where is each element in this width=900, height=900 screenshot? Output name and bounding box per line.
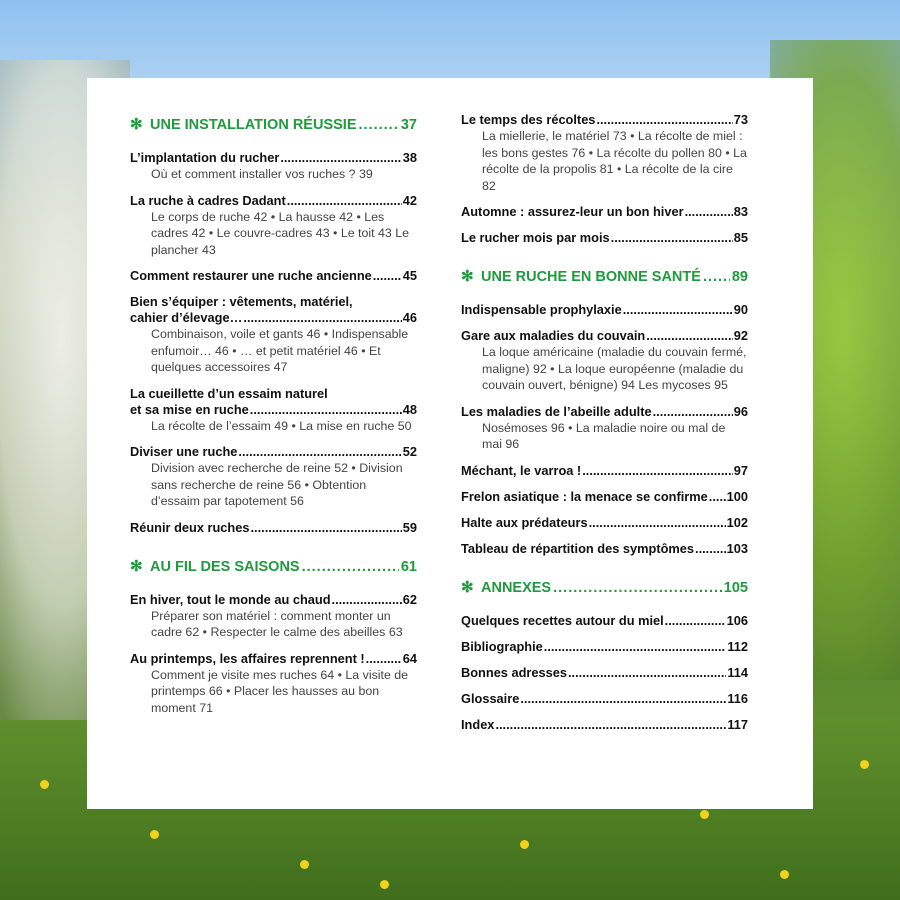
entry-heading <box>461 328 748 344</box>
dot-leader <box>582 463 733 479</box>
toc-entry <box>461 639 748 655</box>
entry-title: Le temps des récoltes <box>461 112 596 127</box>
dot-leader <box>703 268 730 286</box>
entry-heading <box>461 639 748 655</box>
dot-leader <box>623 302 733 318</box>
entry-heading <box>461 515 748 531</box>
toc-entry <box>130 150 417 183</box>
entry-title: Gare aux maladies du couvain <box>461 328 646 343</box>
entry-subtopics: Combinaison, voile et gants 46 • Indispensable enfumoir… 46 • … et petit matériel 46 • Et quelques accessoires 47 <box>151 327 409 374</box>
toc-entry <box>130 592 417 641</box>
entry-heading <box>130 402 417 418</box>
entry-subtopics: La miellerie, le matériel 73 • La récolte de miel : les bons gestes 76 • La récolte du pollen 80 • La récolte de la propolis 81 • La récolte de la cire 82 <box>482 129 747 193</box>
dot-leader <box>520 691 726 707</box>
entry-subtopics: Préparer son matériel : comment monter un cadre 62 • Respecter le calme des abeilles 63 <box>151 608 403 639</box>
section-heading <box>461 579 748 597</box>
dot-leader <box>553 579 722 597</box>
entry-title: Automne : assurez-leur un bon hiver <box>461 204 684 219</box>
entry-heading <box>461 112 748 128</box>
entry-heading <box>130 150 417 166</box>
toc-entry <box>461 613 748 629</box>
toc-entry <box>461 691 748 707</box>
entry-heading <box>461 665 748 681</box>
entry-page: 59 <box>402 519 417 535</box>
entry-page: 45 <box>402 268 417 283</box>
toc-entry <box>130 193 417 259</box>
dot-leader <box>302 558 399 576</box>
entry-subtopics: Nosémoses 96 • La maladie noire ou mal de mai 96 <box>482 420 726 451</box>
dot-leader <box>646 328 733 344</box>
entry-heading <box>130 592 417 608</box>
dot-leader <box>243 310 401 326</box>
toc-column-left <box>130 112 417 726</box>
entry-page: 52 <box>402 444 417 459</box>
toc-entry <box>461 665 748 681</box>
entry-page: 48 <box>402 401 417 417</box>
dot-leader <box>685 204 733 220</box>
dot-leader <box>287 193 402 209</box>
toc-entry <box>461 328 748 394</box>
entry-title: Bibliographie <box>461 638 543 654</box>
toc-entry <box>461 112 748 194</box>
entry-subtopics: La récolte de l’essaim 49 • La mise en ruche 50 <box>151 418 412 433</box>
asterisk-icon: ✻ <box>130 116 143 133</box>
entry-title: Réunir deux ruches <box>130 519 250 535</box>
dot-leader <box>280 150 401 166</box>
entry-title: Diviser une ruche <box>130 444 238 459</box>
toc-entry <box>130 651 417 717</box>
entry-title: L’implantation du rucher <box>130 150 280 165</box>
entry-heading <box>130 310 417 326</box>
entry-heading <box>461 204 748 220</box>
toc-entry <box>461 541 748 557</box>
dot-leader <box>589 515 726 531</box>
dot-leader <box>709 489 726 505</box>
entry-subtopics: Où et comment installer vos ruches ? 39 <box>151 167 373 181</box>
asterisk-icon: ✻ <box>130 557 143 575</box>
entry-title: et sa mise en ruche <box>130 401 249 417</box>
entry-heading <box>461 613 748 629</box>
section-page: 105 <box>723 579 748 596</box>
entry-page: 92 <box>733 328 748 343</box>
section-title: ANNEXES <box>481 579 552 596</box>
entry-title: Bonnes adresses <box>461 664 567 680</box>
section-page: 89 <box>731 269 748 285</box>
entry-page: 116 <box>727 690 748 706</box>
entry-title: Halte aux prédateurs <box>461 514 588 530</box>
toc-entry <box>130 444 417 510</box>
toc-entry <box>461 404 748 453</box>
dot-leader <box>596 112 732 128</box>
entry-title: Tableau de répartition des symptômes <box>461 540 695 556</box>
entry-title: Comment restaurer une ruche ancienne <box>130 268 372 283</box>
entry-page: 64 <box>402 650 417 666</box>
dot-leader <box>665 613 726 629</box>
entry-heading <box>130 193 417 209</box>
entry-title: En hiver, tout le monde au chaud <box>130 591 331 607</box>
dot-leader <box>250 520 401 536</box>
section-heading <box>461 268 748 286</box>
entry-title: Au printemps, les affaires reprennent ! <box>130 650 365 666</box>
section-heading <box>130 558 417 576</box>
entry-page: 102 <box>726 514 748 530</box>
entry-subtopics: Division avec recherche de reine 52 • Division sans recherche de reine 56 • Obtention d’essaim par tapotement 56 <box>151 461 403 508</box>
toc-entry <box>461 204 748 220</box>
dot-leader <box>250 402 402 418</box>
entry-heading <box>461 541 748 557</box>
entry-page: 83 <box>733 204 748 219</box>
section-heading <box>130 116 417 134</box>
dot-leader <box>611 230 733 246</box>
entry-page: 106 <box>726 612 748 628</box>
section-title: UNE RUCHE EN BONNE SANTÉ <box>481 269 701 285</box>
toc-entry <box>461 515 748 531</box>
entry-subtopics: Le corps de ruche 42 • La hausse 42 • Les cadres 42 • Le couvre-cadres 43 • Le toit 43 Le plancher 43 <box>151 209 410 257</box>
toc-entry <box>130 294 417 376</box>
entry-page: 73 <box>733 112 748 127</box>
entry-heading <box>461 463 748 479</box>
entry-heading <box>461 404 748 420</box>
dot-leader <box>653 404 733 420</box>
section-page: 37 <box>400 117 417 133</box>
dot-leader <box>359 116 399 134</box>
entry-heading <box>130 520 417 536</box>
dot-leader <box>495 717 726 733</box>
entry-title: Le rucher mois par mois <box>461 230 610 245</box>
entry-heading <box>130 444 417 460</box>
entry-title-line: Bien s’équiper : vêtements, matériel, <box>130 294 353 309</box>
entry-subtopics: La loque américaine (maladie du couvain fermé, maligne) 92 • La loque européenne (maladie du couvain ouvert, bénigne) 94 Les mycoses 95 <box>482 345 747 392</box>
toc-entry <box>461 230 748 246</box>
section-title: UNE INSTALLATION RÉUSSIE <box>150 117 357 133</box>
entry-page: 42 <box>402 192 417 208</box>
entry-heading <box>130 651 417 667</box>
entry-page: 62 <box>402 591 417 607</box>
entry-page: 96 <box>733 403 748 419</box>
entry-title: Quelques recettes autour du miel <box>461 612 664 628</box>
entry-heading <box>461 717 748 733</box>
entry-heading <box>461 489 748 505</box>
entry-subtopics: Comment je visite mes ruches 64 • La visite de printemps 66 • Placer les hausses au bon moment 71 <box>151 667 409 715</box>
entry-heading <box>461 691 748 707</box>
dot-leader <box>544 639 727 655</box>
toc-entry <box>461 302 748 318</box>
entry-page: 100 <box>726 488 748 504</box>
toc-entry <box>461 489 748 505</box>
entry-title: Les maladies de l’abeille adulte <box>461 403 652 419</box>
toc-entry <box>461 463 748 479</box>
dot-leader <box>238 444 401 460</box>
entry-page: 85 <box>733 230 748 245</box>
entry-page: 46 <box>402 310 417 325</box>
entry-page: 117 <box>727 716 748 732</box>
entry-title: Indispensable prophylaxie <box>461 302 622 317</box>
asterisk-icon: ✻ <box>461 268 474 285</box>
entry-page: 103 <box>726 540 748 556</box>
entry-page: 38 <box>402 150 417 165</box>
entry-title-line: La cueillette d’un essaim naturel <box>130 385 328 401</box>
dot-leader <box>366 651 402 667</box>
entry-heading <box>130 268 417 284</box>
toc-column-right <box>461 112 748 743</box>
toc-entry <box>130 520 417 536</box>
entry-title: cahier d’élevage… <box>130 310 243 325</box>
section-title: AU FIL DES SAISONS <box>150 558 300 575</box>
section-page: 61 <box>400 558 417 575</box>
entry-page: 97 <box>733 462 748 478</box>
dot-leader <box>695 541 726 557</box>
entry-title: Méchant, le varroa ! <box>461 462 582 478</box>
asterisk-icon: ✻ <box>461 578 474 596</box>
entry-title: Frelon asiatique : la menace se confirme <box>461 488 708 504</box>
entry-heading <box>461 230 748 246</box>
table-of-contents-panel <box>87 78 813 809</box>
toc-entry <box>461 717 748 733</box>
entry-title: Glossaire <box>461 690 520 706</box>
toc-entry <box>130 386 417 435</box>
entry-title: La ruche à cadres Dadant <box>130 192 286 208</box>
entry-page: 114 <box>727 664 748 680</box>
dot-leader <box>373 268 402 284</box>
entry-page: 112 <box>727 638 748 654</box>
entry-heading <box>461 302 748 318</box>
dot-leader <box>568 665 726 681</box>
entry-page: 90 <box>733 302 748 317</box>
dot-leader <box>332 592 402 608</box>
entry-title: Index <box>461 716 495 732</box>
toc-entry <box>130 268 417 284</box>
